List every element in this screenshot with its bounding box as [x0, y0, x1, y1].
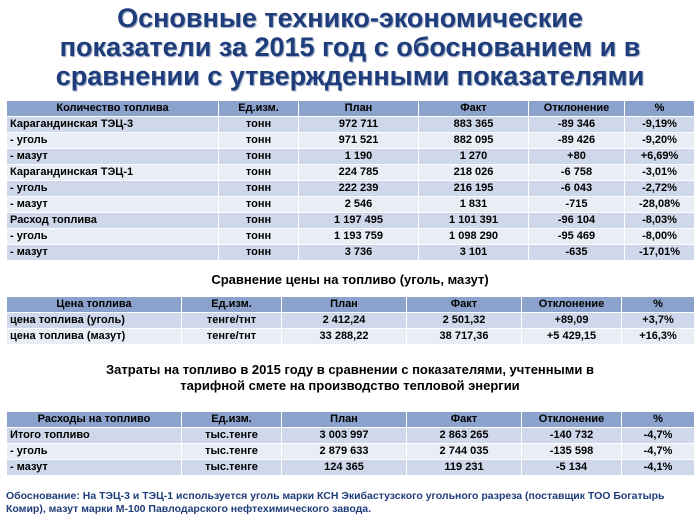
cell-fact: 2 501,32: [407, 313, 522, 329]
cell-unit: тыс.тенге: [182, 428, 282, 444]
cell-name: Расход топлива: [7, 213, 219, 229]
cell-plan: 971 521: [299, 133, 419, 149]
col-header: %: [625, 101, 695, 117]
cell-plan: 1 197 495: [299, 213, 419, 229]
cell-fact: 1 101 391: [419, 213, 529, 229]
cell-name: Карагандинская ТЭЦ-3: [7, 117, 219, 133]
cell-plan: 222 239: [299, 181, 419, 197]
table-row: [7, 117, 695, 133]
cell-plan: 1 190: [299, 149, 419, 165]
col-header: Факт: [407, 412, 522, 428]
cell-name: - уголь: [7, 444, 182, 460]
cell-plan: 33 288,22: [282, 329, 407, 345]
cell-unit: тонн: [219, 213, 299, 229]
cell-percent: -3,01%: [625, 165, 695, 181]
cell-deviation: -5 134: [522, 460, 622, 476]
cell-unit: тонн: [219, 181, 299, 197]
table-row: [7, 181, 695, 197]
cell-unit: тыс.тенге: [182, 444, 282, 460]
cell-unit: тонн: [219, 229, 299, 245]
fuel-quantity-table: [6, 100, 695, 261]
cell-plan: 224 785: [299, 165, 419, 181]
table-row: [7, 197, 695, 213]
cell-unit: тонн: [219, 197, 299, 213]
cell-fact: 119 231: [407, 460, 522, 476]
table-row: [7, 329, 695, 345]
col-header: Ед.изм.: [182, 412, 282, 428]
cell-name: - уголь: [7, 229, 219, 245]
page-title: [0, 4, 700, 91]
col-header: План: [282, 297, 407, 313]
table-header-row: [7, 297, 695, 313]
section-title-price: Сравнение цены на топливо (уголь, мазут): [211, 272, 489, 287]
cell-name: Итого топливо: [7, 428, 182, 444]
cell-plan: 124 365: [282, 460, 407, 476]
fuel-price-table: [6, 296, 695, 345]
cell-fact: 3 101: [419, 245, 529, 261]
cell-name: - уголь: [7, 181, 219, 197]
justification-note: Обоснование: На ТЭЦ-3 и ТЭЦ-1 используется уголь марки КСН Экибастузского угольного разреза (поставщик ТОО Богатырь Комир), мазут марки М-100 Павлодарского нефтехимического завода.: [6, 490, 665, 515]
cell-name: цена топлива (мазут): [7, 329, 182, 345]
cell-percent: -4,1%: [622, 460, 695, 476]
col-header: План: [299, 101, 419, 117]
cell-fact: 1 831: [419, 197, 529, 213]
table-row: [7, 165, 695, 181]
cell-deviation: -715: [529, 197, 625, 213]
cell-name: цена топлива (уголь): [7, 313, 182, 329]
cell-plan: 3 736: [299, 245, 419, 261]
col-header: Ед.изм.: [219, 101, 299, 117]
cell-plan: 972 711: [299, 117, 419, 133]
cell-percent: -8,00%: [625, 229, 695, 245]
cell-unit: тыс.тенге: [182, 460, 282, 476]
cell-percent: -2,72%: [625, 181, 695, 197]
cell-percent: -9,20%: [625, 133, 695, 149]
table-row: [7, 133, 695, 149]
col-header: Отклонение: [529, 101, 625, 117]
col-header: Количество топлива: [7, 101, 219, 117]
cell-unit: тонн: [219, 117, 299, 133]
cell-fact: 882 095: [419, 133, 529, 149]
col-header: Отклонение: [522, 297, 622, 313]
cell-deviation: +5 429,15: [522, 329, 622, 345]
col-header: Расходы на топливо: [7, 412, 182, 428]
cell-percent: +6,69%: [625, 149, 695, 165]
col-header: План: [282, 412, 407, 428]
col-header: Ед.изм.: [182, 297, 282, 313]
cell-name: - мазут: [7, 197, 219, 213]
cell-deviation: -89 346: [529, 117, 625, 133]
col-header: Факт: [407, 297, 522, 313]
cell-percent: -17,01%: [625, 245, 695, 261]
cell-name: - уголь: [7, 133, 219, 149]
cell-deviation: -89 426: [529, 133, 625, 149]
col-header: %: [622, 297, 695, 313]
cell-name: Карагандинская ТЭЦ-1: [7, 165, 219, 181]
cell-fact: 216 195: [419, 181, 529, 197]
cell-deviation: -6 758: [529, 165, 625, 181]
table-row: [7, 313, 695, 329]
col-header: Цена топлива: [7, 297, 182, 313]
table-header-row: [7, 101, 695, 117]
cell-fact: 883 365: [419, 117, 529, 133]
cell-plan: 2 546: [299, 197, 419, 213]
cell-deviation: +89,09: [522, 313, 622, 329]
cell-fact: 218 026: [419, 165, 529, 181]
cell-name: - мазут: [7, 149, 219, 165]
cell-unit: тонн: [219, 133, 299, 149]
cell-deviation: -6 043: [529, 181, 625, 197]
table-row: [7, 444, 695, 460]
cell-unit: тонн: [219, 149, 299, 165]
cell-fact: 38 717,36: [407, 329, 522, 345]
table-row: [7, 229, 695, 245]
col-header: Отклонение: [522, 412, 622, 428]
table-row: [7, 213, 695, 229]
table-header-row: [7, 412, 695, 428]
cell-fact: 2 744 035: [407, 444, 522, 460]
cell-plan: 3 003 997: [282, 428, 407, 444]
title-line-1: Основные технико-экономические: [117, 3, 583, 33]
cell-percent: -8,03%: [625, 213, 695, 229]
table-row: [7, 245, 695, 261]
cell-percent: +16,3%: [622, 329, 695, 345]
cell-unit: тенге/тнт: [182, 329, 282, 345]
col-header: %: [622, 412, 695, 428]
cell-deviation: -635: [529, 245, 625, 261]
cell-name: - мазут: [7, 460, 182, 476]
cell-percent: -28,08%: [625, 197, 695, 213]
section-title-costs: [0, 362, 700, 394]
cell-deviation: +80: [529, 149, 625, 165]
fuel-costs-table: [6, 411, 695, 476]
table-row: [7, 460, 695, 476]
cell-plan: 2 412,24: [282, 313, 407, 329]
cell-plan: 2 879 633: [282, 444, 407, 460]
cell-fact: 1 098 290: [419, 229, 529, 245]
table-row: [7, 149, 695, 165]
col-header: Факт: [419, 101, 529, 117]
cell-fact: 2 863 265: [407, 428, 522, 444]
section-title-costs-line-1: Затраты на топливо в 2015 году в сравнении с показателями, учтенными в: [106, 362, 594, 377]
table-row: [7, 428, 695, 444]
cell-deviation: -95 469: [529, 229, 625, 245]
cell-unit: тонн: [219, 165, 299, 181]
title-line-3: сравнении с утвержденными показателями: [55, 61, 645, 91]
section-title-costs-line-2: тарифной смете на производство тепловой энергии: [180, 378, 520, 393]
cell-percent: -9,19%: [625, 117, 695, 133]
cell-percent: -4,7%: [622, 444, 695, 460]
cell-deviation: -96 104: [529, 213, 625, 229]
cell-plan: 1 193 759: [299, 229, 419, 245]
cell-percent: +3,7%: [622, 313, 695, 329]
cell-unit: тенге/тнт: [182, 313, 282, 329]
cell-deviation: -140 732: [522, 428, 622, 444]
title-line-2: показатели за 2015 год с обоснованием и в: [59, 32, 641, 62]
cell-name: - мазут: [7, 245, 219, 261]
cell-percent: -4,7%: [622, 428, 695, 444]
cell-unit: тонн: [219, 245, 299, 261]
cell-fact: 1 270: [419, 149, 529, 165]
cell-deviation: -135 598: [522, 444, 622, 460]
